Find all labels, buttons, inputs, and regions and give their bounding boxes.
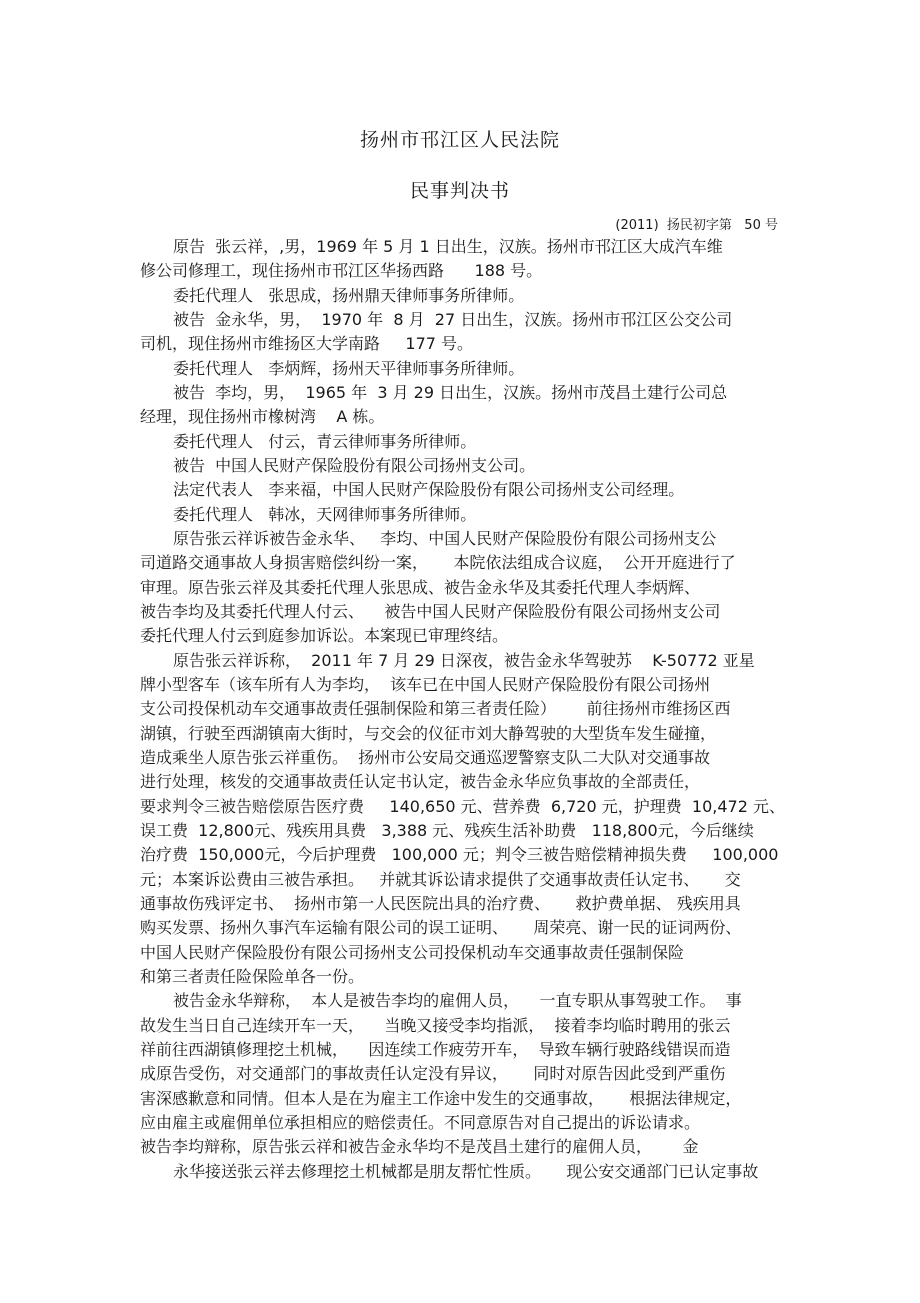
text-line: 审理。原告张云祥及其委托代理人张思成、被告金永华及其委托代理人李炳辉、 (140, 578, 701, 597)
text-line: 被告 中国人民财产保险股份有限公司扬州支公司。 (173, 456, 536, 475)
text-line: 元；本案诉讼费由三被告承担。 并就其诉讼请求提供了交通事故责任认定书、 交 (140, 870, 741, 889)
text-line: 法定代表人 李来福，中国人民财产保险股份有限公司扬州支公司经理。 (173, 480, 685, 499)
text-line: 永华接送张云祥去修理挖土机械都是朋友帮忙性质。 现公安交通部门已认定事故 (173, 1162, 759, 1181)
text-line: 被告李均及其委托代理人付云、 被告中国人民财产保险股份有限公司扬州支公司 (140, 602, 721, 621)
text-line: 购买发票、扬州久事汽车运输有限公司的误工证明、 周荣亮、谢一民的证词两份、 (140, 918, 742, 937)
text-line: 支公司投保机动车交通事故责任强制保险和第三者责任险） 前往扬州市维扬区西 (140, 699, 731, 718)
text-line: 原告张云祥诉称， 2011 年 7 月 29 日深夜，被告金永华驾驶苏 K-50772 亚星 (173, 651, 755, 670)
text-line: 湖镇，行驶至西湖镇南大街时，与交会的仪征市刘大静驾驶的大型货车发生碰撞， (140, 724, 717, 743)
text-line: 被告金永华辩称， 本人是被告李均的雇佣人员， 一直专职从事驾驶工作。 事 (173, 991, 742, 1010)
text-line: 司机，现住扬州市维扬区大学南路 177 号。 (140, 334, 474, 353)
text-line: 故发生当日自己连续开车一天， 当晚又接受李均指派， 接着李均临时聘用的张云 (140, 1016, 731, 1035)
text-line: 祥前往西湖镇修理挖土机械， 因连续工作疲劳开车， 导致车辆行驶路线错误而造 (140, 1040, 731, 1059)
text-line: 进行处理，核发的交通事故责任认定书认定，被告金永华应负事故的全部责任， (140, 772, 701, 791)
text-line: 通事故伤残评定书、 扬州市第一人民医院出具的治疗费、 救护费单据、 残疾用具 (140, 894, 741, 913)
text-line: 委托代理人 韩冰，天网律师事务所律师。 (173, 505, 477, 524)
text-line: 被告 李均，男， 1965 年 3 月 29 日出生，汉族。扬州市茂昌土建行公司总 (173, 383, 728, 402)
text-line: 委托代理人 张思成，扬州鼎天律师事务所律师。 (173, 286, 525, 305)
text-line: 委托代理人 付云，青云律师事务所律师。 (173, 432, 477, 451)
text-line: 害深感歉意和同情。但本人是在为雇主工作途中发生的交通事故， 根据法律规定， (140, 1089, 742, 1108)
text-line: 要求判令三被告赔偿原告医疗费 140,650 元、营养费 6,720 元，护理费 10,472 元、 (140, 797, 785, 816)
text-line: 牌小型客车（该车所有人为李均， 该车已在中国人民财产保险股份有限公司扬州 (140, 675, 711, 694)
court-name: 扬州市邗江区人民法院 (359, 129, 560, 151)
text-line: 应由雇主或雇佣单位承担相应的赔偿责任。不同意原告对自己提出的诉讼请求。 (140, 1113, 701, 1132)
text-line: 原告张云祥诉被告金永华、 李均、中国人民财产保险股份有限公司扬州支公 (173, 529, 717, 548)
text-line: 中国人民财产保险股份有限公司扬州支公司投保机动车交通事故责任强制保险 (140, 943, 685, 962)
text-line: 误工费 12,800元、残疾用具费 3,388 元、残疾生活补助费 118,800元，今后继续 (140, 821, 754, 840)
text-line: 治疗费 150,000元，今后护理费 100,000 元；判令三被告赔偿精神损失费 100,000 (140, 845, 779, 864)
text-line: 修公司修理工，现住扬州市邗江区华扬西路 188 号。 (140, 261, 543, 280)
text-line: 原告 张云祥，,男，1969 年 5 月 1 日出生，汉族。扬州市邗江区大成汽车维 (173, 237, 723, 256)
text-line: 被告 金永华，男， 1970 年 8 月 27 日出生，汉族。扬州市邗江区公交公司 (173, 310, 733, 329)
text-line: 司道路交通事故人身损害赔偿纠纷一案， 本院依法组成合议庭， 公开开庭进行了 (140, 553, 736, 572)
text-line: 成原告受伤，对交通部门的事故责任认定没有异议， 同时对原告因此受到严重伤 (140, 1064, 726, 1083)
text-line: 经理，现住扬州市橡树湾 A 栋。 (140, 407, 385, 426)
text-line: 造成乘坐人原告张云祥重伤。 扬州市公安局交通巡逻警察支队二大队对交通事故 (140, 748, 711, 767)
case-number: (2011) 扬民初字第 50 号 (615, 218, 778, 233)
text-line: 和第三者责任险保险单各一份。 (140, 967, 365, 986)
text-line: 委托代理人付云到庭参加诉讼。本案现已审理终结。 (140, 626, 509, 645)
text-line: 被告李均辩称，原告张云祥和被告金永华均不是茂昌土建行的雇佣人员， 金 (140, 1137, 699, 1156)
document-type-title: 民事判决书 (409, 180, 510, 202)
text-line: 委托代理人 李炳辉，扬州天平律师事务所律师。 (173, 359, 525, 378)
